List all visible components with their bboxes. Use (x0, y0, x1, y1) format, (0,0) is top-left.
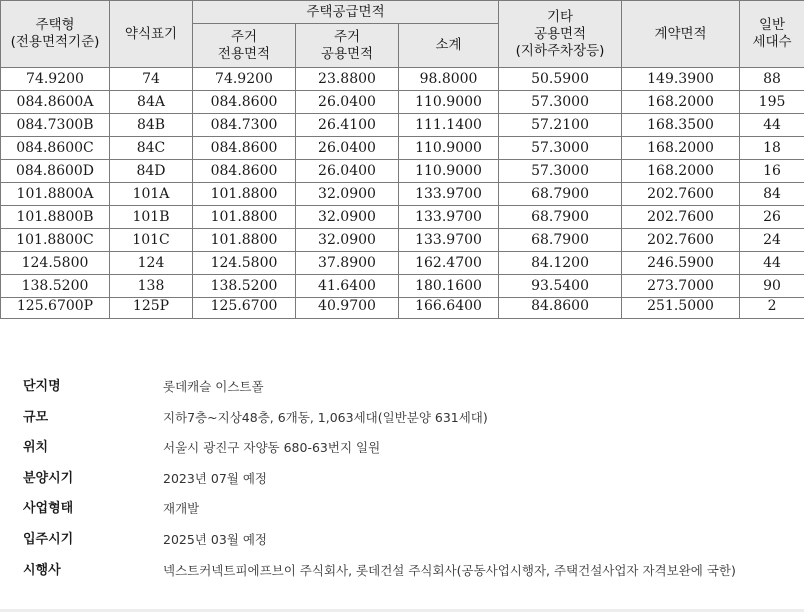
header-other-common-line2: 공용면적 (533, 25, 587, 42)
cell-common: 32.0900 (296, 229, 399, 252)
cell-subtotal: 180.1600 (399, 275, 499, 298)
cell-exclusive: 084.7300 (193, 114, 296, 137)
header-common-line2: 공용면적 (320, 45, 374, 62)
header-unit-type (1, 1, 110, 68)
header-unit-type-line1: 주택형 (35, 17, 75, 33)
cell-subtotal: 110.9000 (399, 91, 499, 114)
cell-subtotal: 162.4700 (399, 252, 499, 275)
header-subtotal: 소계 (399, 24, 499, 68)
info-value: 넥스트커넥트피에프브이 주식회사, 롯데건설 주식회사(공동사업시행자, 주택건설사업자 자격보완에 국한) (163, 562, 736, 578)
cell-exclusive: 138.5200 (193, 275, 296, 298)
cell-short: 101C (110, 229, 193, 252)
cell-subtotal: 110.9000 (399, 160, 499, 183)
cell-contract: 149.3900 (622, 68, 740, 91)
info-value: 2023년 07월 예정 (163, 470, 267, 486)
cell-common: 32.0900 (296, 206, 399, 229)
info-row-developer (0, 562, 804, 593)
cell-exclusive: 101.8800 (193, 229, 296, 252)
cell-units: 26 (740, 206, 804, 229)
cell-units: 16 (740, 160, 804, 183)
cell-short: 84C (110, 137, 193, 160)
info-value: 롯데캐슬 이스트폴 (163, 379, 264, 394)
cell-subtotal: 166.6400 (399, 298, 499, 319)
cell-exclusive: 101.8800 (193, 183, 296, 206)
info-row-scale (0, 409, 804, 440)
cell-contract: 202.7600 (622, 206, 740, 229)
table-row (1, 137, 804, 160)
table-row (1, 68, 804, 91)
info-row-move-in (0, 531, 804, 562)
header-general-units-line1: 일반 (758, 17, 786, 33)
info-value: 지하7층~지상48층, 6개동, 1,063세대(일반분양 631세대) (163, 409, 488, 425)
cell-other: 57.3000 (499, 160, 622, 183)
cell-other: 57.3000 (499, 137, 622, 160)
info-row-location (0, 439, 804, 470)
table-row (1, 160, 804, 183)
table-row (1, 298, 804, 319)
header-general-units-line2: 세대수 (752, 34, 792, 50)
header-exclusive (193, 24, 296, 68)
info-label: 입주시기 (23, 531, 74, 547)
header-other-common (499, 1, 622, 68)
cell-common: 26.0400 (296, 91, 399, 114)
header-unit-type-line2: (전용면적기준) (10, 34, 100, 50)
cell-units: 44 (740, 252, 804, 275)
cell-common: 26.4100 (296, 114, 399, 137)
cell-units: 2 (740, 298, 804, 319)
cell-exclusive: 084.8600 (193, 137, 296, 160)
info-label: 규모 (23, 409, 49, 425)
cell-short: 101B (110, 206, 193, 229)
table-row (1, 252, 804, 275)
table-header (1, 1, 804, 68)
cell-exclusive: 084.8600 (193, 91, 296, 114)
info-row-sale-period (0, 470, 804, 501)
cell-type: 084.7300B (1, 114, 110, 137)
cell-short: 74 (110, 68, 193, 91)
header-exclusive-line2: 전용면적 (217, 45, 271, 62)
cell-common: 40.9700 (296, 298, 399, 319)
cell-other: 84.1200 (499, 252, 622, 275)
cell-short: 138 (110, 275, 193, 298)
cell-short: 84A (110, 91, 193, 114)
cell-type: 74.9200 (1, 68, 110, 91)
cell-short: 101A (110, 183, 193, 206)
cell-other: 57.2100 (499, 114, 622, 137)
cell-contract: 251.5000 (622, 298, 740, 319)
cell-exclusive: 125.6700 (193, 298, 296, 319)
cell-short: 124 (110, 252, 193, 275)
cell-type: 084.8600C (1, 137, 110, 160)
cell-subtotal: 98.8000 (399, 68, 499, 91)
table-row (1, 183, 804, 206)
info-label: 위치 (23, 440, 49, 456)
cell-contract: 202.7600 (622, 229, 740, 252)
cell-short: 84B (110, 114, 193, 137)
info-row-project-type (0, 500, 804, 531)
cell-type: 138.5200 (1, 275, 110, 298)
header-general-units (740, 1, 804, 68)
header-short-label: 약식표기 (110, 1, 193, 68)
cell-other: 93.5400 (499, 275, 622, 298)
cell-exclusive: 084.8600 (193, 160, 296, 183)
info-row-complex-name (0, 378, 804, 409)
cell-type: 101.8800A (1, 183, 110, 206)
cell-contract: 273.7000 (622, 275, 740, 298)
cell-units: 90 (740, 275, 804, 298)
cell-units: 18 (740, 137, 804, 160)
cell-contract: 246.5900 (622, 252, 740, 275)
cell-exclusive: 74.9200 (193, 68, 296, 91)
cell-other: 68.7900 (499, 206, 622, 229)
cell-exclusive: 124.5800 (193, 252, 296, 275)
table-row (1, 206, 804, 229)
header-supply-area: 주택공급면적 (193, 1, 499, 24)
cell-short: 84D (110, 160, 193, 183)
cell-units: 84 (740, 183, 804, 206)
cell-common: 32.0900 (296, 183, 399, 206)
cell-short: 125P (110, 298, 193, 319)
header-common-line1: 주거 (333, 28, 361, 45)
cell-units: 88 (740, 68, 804, 91)
cell-subtotal: 133.9700 (399, 229, 499, 252)
table-row (1, 275, 804, 298)
info-value: 재개발 (163, 501, 200, 517)
header-contract-area: 계약면적 (622, 1, 740, 68)
cell-common: 26.0400 (296, 137, 399, 160)
cell-units: 24 (740, 229, 804, 252)
cell-common: 26.0400 (296, 160, 399, 183)
cell-common: 37.8900 (296, 252, 399, 275)
cell-contract: 168.2000 (622, 91, 740, 114)
info-label: 시행사 (23, 562, 61, 578)
header-exclusive-line1: 주거 (230, 28, 258, 45)
cell-contract: 168.3500 (622, 114, 740, 137)
cell-contract: 168.2000 (622, 160, 740, 183)
cell-other: 57.3000 (499, 91, 622, 114)
cell-subtotal: 110.9000 (399, 137, 499, 160)
table-row (1, 229, 804, 252)
cell-units: 44 (740, 114, 804, 137)
cell-other: 68.7900 (499, 229, 622, 252)
complex-info-section (0, 378, 804, 592)
cell-units: 195 (740, 91, 804, 114)
cell-exclusive: 101.8800 (193, 206, 296, 229)
table-row (1, 91, 804, 114)
cell-type: 101.8800B (1, 206, 110, 229)
table-body (1, 68, 804, 319)
cell-other: 68.7900 (499, 183, 622, 206)
table-row (1, 114, 804, 137)
cell-type: 084.8600A (1, 91, 110, 114)
cell-type: 084.8600D (1, 160, 110, 183)
cell-contract: 202.7600 (622, 183, 740, 206)
cell-type: 101.8800C (1, 229, 110, 252)
cell-common: 41.6400 (296, 275, 399, 298)
cell-subtotal: 111.1400 (399, 114, 499, 137)
cell-other: 50.5900 (499, 68, 622, 91)
info-value: 서울시 광진구 자양동 680-63번지 일원 (163, 440, 381, 456)
cell-subtotal: 133.9700 (399, 183, 499, 206)
info-label: 분양시기 (23, 470, 74, 486)
cell-common: 23.8800 (296, 68, 399, 91)
header-other-common-line1: 기타 (546, 8, 574, 25)
header-common (296, 24, 399, 68)
cell-contract: 168.2000 (622, 137, 740, 160)
cell-other: 84.8600 (499, 298, 622, 319)
cell-type: 124.5800 (1, 252, 110, 275)
info-label: 단지명 (23, 379, 61, 394)
header-other-common-line3: (지하주차장등) (515, 42, 605, 59)
cell-subtotal: 133.9700 (399, 206, 499, 229)
cell-type: 125.6700P (1, 298, 110, 319)
info-label: 사업형태 (23, 501, 74, 517)
info-value: 2025년 03월 예정 (163, 531, 267, 547)
